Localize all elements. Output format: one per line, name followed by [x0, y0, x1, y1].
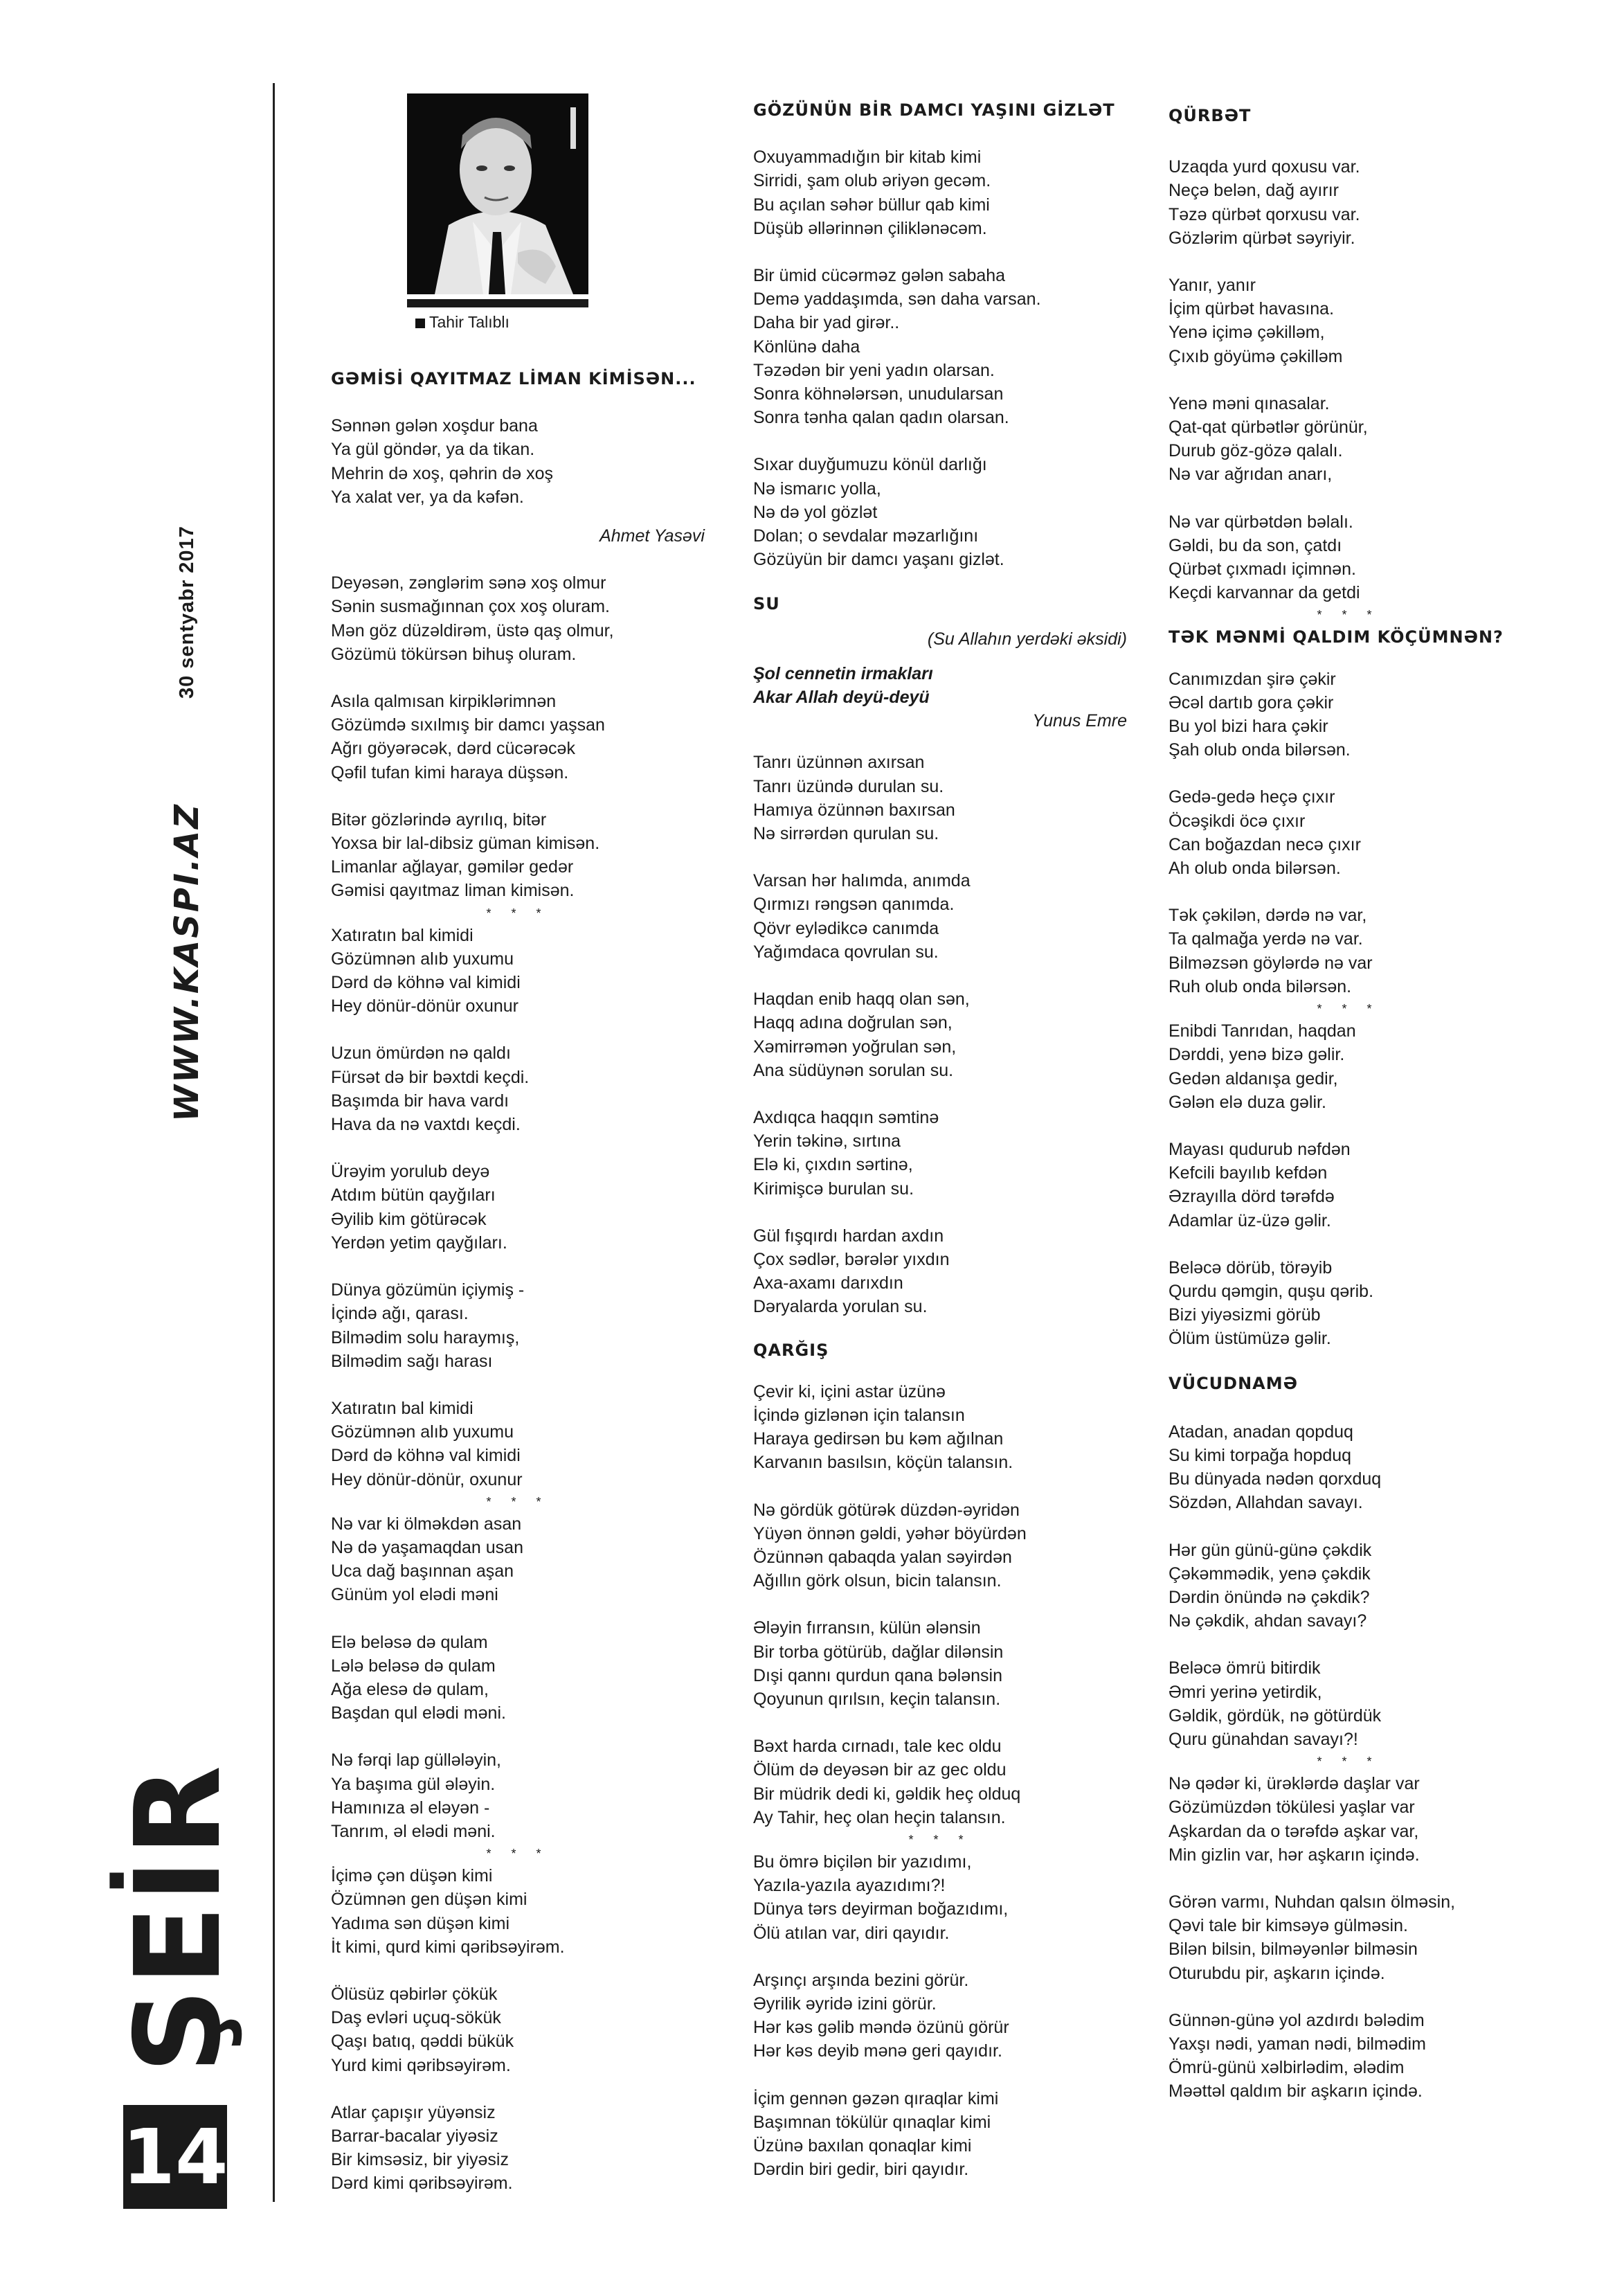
poem-line: Axa-axamı darıxdın	[753, 1273, 903, 1293]
poem-line: Bu açılan səhər büllur qab kimi	[753, 195, 990, 215]
poem-line: Deyəsən, zənglərim sənə xoş olmur	[331, 573, 606, 593]
poem-line: Atadan, anadan qopduq	[1169, 1422, 1353, 1442]
issue-date: 30 sentyabr 2017	[175, 526, 198, 699]
caption-text: Tahir Talıblı	[429, 313, 509, 331]
stanza	[753, 1735, 1127, 1829]
poem-line: Düşüb əllərinnən çiliklənəcəm.	[753, 218, 987, 238]
stanza	[753, 145, 1127, 240]
poem-line: Yenə məni qınasalar.	[1169, 393, 1330, 413]
masthead-vertical	[159, 526, 215, 1122]
poem-line: Sıxar duyğumuzu könül darlığı	[753, 455, 987, 475]
poem-line: Qat-qat qürbətlər görünür,	[1169, 418, 1368, 438]
poem-line: Başımda bir hava vardı	[331, 1091, 509, 1111]
stanza-separator	[1169, 604, 1528, 625]
poem-line: Gəldik, gördük, nə götürdük	[1169, 1705, 1382, 1726]
page-number-box	[123, 2105, 227, 2209]
poem-line: Bir torba götürüb, dağlar dilənsin	[753, 1642, 1004, 1662]
poem-line: Qaşı batıq, qəddi bükük	[331, 2032, 514, 2052]
poem-line: Ömrü-günü xəlbirlədim, ələdim	[1169, 2058, 1405, 2078]
poem-line: Gözümdə sıxılmış bir damcı yaşsan	[331, 715, 605, 735]
poem-line: Sənin susmağınnan çox xoş oluram.	[331, 597, 610, 617]
stanza-separator	[1169, 1751, 1528, 1772]
poem-line: Elə beləsə də qulam	[331, 1632, 488, 1652]
stanza	[753, 1224, 1127, 1319]
stanza	[753, 2087, 1127, 2182]
stanza	[1169, 1138, 1528, 1233]
poem-line: Nə qədər ki, ürəklərdə daşlar var	[1169, 1774, 1420, 1794]
poem-line: Qırmızı rəngsən qanımda.	[753, 895, 955, 915]
poem-body-vucudname	[1169, 1420, 1528, 2104]
poem-line: Lələ beləsə də qulam	[331, 1656, 496, 1676]
stanza	[1169, 785, 1528, 880]
poem-line: Sonra köhnələrsən, unudularsan	[753, 384, 1004, 404]
poem-line: Atlar çapışır yüyənsiz	[331, 2102, 496, 2122]
poem-line: Bu dünyada nədən qorxduq	[1169, 1469, 1382, 1489]
poem-line: Dərd kimi qəribsəyirəm.	[331, 2174, 513, 2194]
poem-line: Arşınçı arşında bezini görür.	[753, 1970, 969, 1990]
poem-line: Bilməzsən göylərdə nə var	[1169, 953, 1373, 973]
poem-title-qurbet: QÜRBƏT	[1169, 106, 1252, 125]
poem-line: Canımızdan şirə çəkir	[1169, 669, 1336, 689]
poem-line: Hamınıza əl eləyən -	[331, 1798, 490, 1818]
poem-line: Bizi yiyəsizmi görüb	[1169, 1305, 1321, 1325]
poem-line: Başımnan tökülür qınaqlar kimi	[753, 2112, 991, 2132]
poem-line: Gəldi, bu da son, çatdı	[1169, 535, 1342, 555]
poem-line: Görən varmı, Nuhdan qalsın ölməsin,	[1169, 1892, 1456, 1912]
poem-line: Sözdən, Allahdan savayı.	[1169, 1493, 1363, 1513]
stanza	[753, 1380, 1127, 1475]
poem-line: Neçə belən, dağ ayırır	[1169, 181, 1339, 201]
poem-line: Təzədən bir yeni yadın olarsan.	[753, 360, 995, 380]
poem-line: Nə gördük götürək düzdən-əyridən	[753, 1500, 1020, 1520]
separator-stars: * * *	[486, 1847, 550, 1861]
poem-line: Ələyin fırransın, külün ələnsin	[753, 1618, 981, 1638]
poem-line: Nə də yol gözlət	[753, 502, 878, 522]
poem-line: Könlünə daha	[753, 337, 860, 357]
poem-line: Gəmisi qayıtmaz liman kimisən.	[331, 881, 575, 901]
poem-line: Ölü atılan var, diri qayıdır.	[753, 1923, 950, 1943]
stanza	[1169, 1539, 1528, 1633]
poem-line: Dolan; o sevdalar məzarlığını	[753, 526, 979, 546]
poem-line: Üzünə baxılan qonaqlar kimi	[753, 2136, 972, 2156]
poem-line: Çıxıb göyümə çəkilləm	[1169, 346, 1343, 366]
poem-line: Ağıllın görk olsun, bicin talansın.	[753, 1571, 1002, 1591]
poem-line: Varsan hər halımda, anımda	[753, 871, 971, 891]
stanza	[331, 571, 705, 666]
poem-line: Oturubdu pir, aşkarın içində.	[1169, 1963, 1385, 1983]
epigraph	[753, 662, 1127, 709]
poem-line: Əyrilik əyridə izini görür.	[753, 1994, 937, 2014]
separator-stars: * * *	[486, 906, 550, 920]
stanza	[753, 1106, 1127, 1201]
poem-line: Bəxt harda cırnadı, tale kec oldu	[753, 1737, 1002, 1757]
poem-line: Fürsət də bir bəxtdi keçdi.	[331, 1067, 530, 1087]
poem-line: Yağımdaca qovrulan su.	[753, 942, 939, 962]
photo-caption	[415, 313, 509, 332]
poem-line: Yadıma sən düşən kimi	[331, 1913, 509, 1933]
poem-line: Ana südüynən sorulan su.	[753, 1060, 954, 1080]
poem-line: Əyilib kim götürəcək	[331, 1209, 487, 1229]
poem-line: Gözlərim qürbət səyriyir.	[1169, 228, 1355, 248]
poem-line: Dərdin önündə nə çəkdik?	[1169, 1587, 1370, 1607]
poem-line: Hər kəs deyib mənə geri qayıdır.	[753, 2041, 1002, 2061]
stanza	[331, 2101, 705, 2196]
stanza	[331, 1748, 705, 1843]
poem-line: Qəfil tufan kimi haraya düşsən.	[331, 762, 569, 782]
poem-line: Kirimişcə burulan su.	[753, 1179, 914, 1199]
poem-line: Mən göz düzəldirəm, üstə qaş olmur,	[331, 620, 614, 640]
poem-line: Hər gün günü-günə çəkdik	[1169, 1540, 1372, 1560]
poem-line: Axdıqca haqqın səmtinə	[753, 1107, 939, 1127]
poem-body	[331, 571, 705, 2195]
poem-line: Gələn elə duza gəlir.	[1169, 1092, 1326, 1112]
poem-line: Dərd də köhnə val kimidi	[331, 973, 521, 993]
poem-body	[753, 145, 1127, 571]
poem-line: Nə də yaşamaqdan usan	[331, 1537, 523, 1557]
poem-line: Ruh olub onda bilərsən.	[1169, 976, 1352, 996]
stanza	[753, 1969, 1127, 2063]
poem-line: Hamıya özünnən baxırsan	[753, 800, 955, 820]
poem-line: Ya başıma gül ələyin.	[331, 1774, 496, 1794]
separator-stars: * * *	[908, 1832, 972, 1847]
poem-body-su	[753, 751, 1127, 1318]
poem-line: Əcəl dartıb gora çəkir	[1169, 692, 1334, 713]
poem-line: Demə yaddaşımda, sən daha varsan.	[753, 289, 1041, 310]
poem-line: Keçdi karvannar da getdi	[1169, 583, 1360, 603]
poem-title-qargis: QARĞIŞ	[753, 1340, 829, 1360]
poem-line: Bir müdrik dedi ki, gəldik heç olduq	[753, 1784, 1021, 1804]
poem-line: Dərddi, yenə bizə gəlir.	[1169, 1045, 1345, 1065]
author-photo	[407, 93, 588, 294]
poem-title-tek: TƏK MƏNMİ QALDIM KÖÇÜMNƏN?	[1169, 627, 1504, 647]
poem-line: Adamlar üz-üzə gəlir.	[1169, 1210, 1331, 1230]
poem-title: GÖZÜNÜN BİR DAMCI YAŞINI GİZLƏT	[753, 100, 1115, 120]
poem-line: Gedən aldanışa gedir,	[1169, 1068, 1338, 1088]
stanza	[331, 1864, 705, 1959]
poem-line: Ah olub onda bilərsən.	[1169, 859, 1341, 879]
poem-line: Haraya gedirsən bu kəm ağılnan	[753, 1429, 1004, 1449]
poem-line: Əmri yerinə yetirdik,	[1169, 1682, 1322, 1702]
poem-line: Nə var ağrıdan anarı,	[1169, 465, 1333, 485]
poem-line: Yaxşı nədi, yaman nədi, bilmədim	[1169, 2034, 1426, 2054]
stanza	[753, 1850, 1127, 1945]
poem-line: Dərdin biri gedir, biri qayıdır.	[753, 2160, 969, 2180]
epigraph-line: Ya gül göndər, ya da tikan.	[331, 440, 535, 460]
stanza	[753, 264, 1127, 429]
section-title: ŞEİR	[110, 1762, 247, 2074]
poem-line: Ağa elesə də qulam,	[331, 1679, 489, 1699]
poem-line: Uzun ömürdən nə qaldı	[331, 1043, 511, 1064]
poem-line: Gözümnən alıb yuxumu	[331, 949, 514, 969]
poem-line: Bu yol bizi hara çəkir	[1169, 717, 1328, 737]
poem-line: İçində gizlənən için talansın	[753, 1405, 965, 1425]
poem-line: Başdan qul elədi məni.	[331, 1703, 506, 1723]
poem-line: Gözüyün bir damcı yaşanı gizlət.	[753, 550, 1004, 570]
poem-line: Yenə içimə çəkilləm,	[1169, 323, 1325, 343]
poem-line: Ölüm də deyəsən bir az gec oldu	[753, 1760, 1007, 1780]
stanza-separator	[331, 1843, 705, 1864]
photo-underline-bar	[407, 299, 588, 307]
poem-line: Özümnən gen düşən kimi	[331, 1890, 527, 1910]
poem-line: Qəvi tale bir kimsəyə gülməsin.	[1169, 1916, 1408, 1936]
poem-line: Ağrı göyərəcək, dərd cücərəcək	[331, 739, 575, 759]
poem-line: Xəmirrəmən yoğrulan sən,	[753, 1037, 957, 1057]
column-divider-rule	[273, 83, 275, 2202]
epigraph-line: Akar Allah deyü-deyü	[753, 688, 930, 708]
poem-line: Mayası qudurub nəfdən	[1169, 1139, 1351, 1159]
separator-stars: * * *	[1317, 1755, 1380, 1769]
separator-stars: * * *	[486, 1494, 550, 1509]
stanza	[331, 1041, 705, 1136]
stanza	[753, 1498, 1127, 1593]
stanza	[1169, 1019, 1528, 1114]
stanza	[753, 869, 1127, 964]
poem-line: Hey dönür-dönür, oxunur	[331, 1469, 523, 1489]
poem-title-su: SU	[753, 594, 780, 614]
poem-line: Su kimi torpağa hopduq	[1169, 1445, 1352, 1465]
poem-line: Bu ömrə biçilən bir yazıdımı,	[753, 1852, 972, 1872]
poem-line: Yazıla-yazıla ayazıdımı?!	[753, 1876, 946, 1896]
epigraph-line: Sənnən gələn xoşdur bana	[331, 416, 538, 436]
stanza	[1169, 510, 1528, 605]
stanza	[1169, 2009, 1528, 2104]
poem-line: İçim qürbət havasına.	[1169, 299, 1335, 319]
poem-line: Dərd də köhnə val kimidi	[331, 1446, 521, 1466]
stanza	[753, 751, 1127, 845]
poem-line: Atdım bütün qayğıları	[331, 1185, 496, 1206]
poem-line: Yüyən önnən gəldi, yəhər böyürdən	[753, 1523, 1027, 1543]
poem-line: Bir ümid cücərməz gələn sabaha	[753, 266, 1006, 286]
stanza	[1169, 1890, 1528, 1985]
poem-line: Çevir ki, içini astar üzünə	[753, 1381, 946, 1401]
stanza	[1169, 1420, 1528, 1515]
poem-line: Bitər gözlərində ayrılıq, bitər	[331, 809, 547, 830]
stanza	[331, 1982, 705, 2077]
stanza	[753, 453, 1127, 571]
poem-line: Xatıratın bal kimidi	[331, 925, 473, 945]
poem-line: Gül fışqırdı hardan axdın	[753, 1226, 944, 1246]
poem-line: Günnən-günə yol azdırdı bələdim	[1169, 2010, 1425, 2030]
stanza	[331, 1397, 705, 1491]
stanza	[1169, 392, 1528, 487]
page-number: 14	[122, 2113, 228, 2201]
poem-line: Bilmədim solu haraymış,	[331, 1327, 520, 1347]
poem-line: Ay Tahir, heç olan heçin talansın.	[753, 1807, 1006, 1827]
poem-line: Nə var ki ölməkdən asan	[331, 1514, 522, 1534]
poem-line: Gözümüzdən tökülesi yaşlar var	[1169, 1798, 1415, 1818]
stanza	[753, 1616, 1127, 1711]
stanza	[331, 1160, 705, 1255]
poem-line: Nə çəkdik, ahdan savayı?	[1169, 1611, 1367, 1631]
poem-line: Xatıratın bal kimidi	[331, 1398, 473, 1418]
poem-line: Sirridi, şam olub əriyən gecəm.	[753, 171, 991, 191]
poem-line: Daha bir yad girər..	[753, 313, 900, 333]
poem-line: Ta qalmağa yerdə nə var.	[1169, 929, 1363, 949]
poem-line: Min gizlin var, hər aşkarın içində.	[1169, 1845, 1420, 1865]
poem-line: Uca dağ başınnan aşan	[331, 1561, 514, 1581]
separator-stars: * * *	[1317, 608, 1380, 622]
poem-line: Barrar-bacalar yiyəsiz	[331, 2126, 498, 2146]
stanza	[1169, 1772, 1528, 1867]
poem-line: Yanır, yanır	[1169, 276, 1256, 296]
poem-line: Dünya tərs deyirman boğazıdımı,	[753, 1899, 1009, 1919]
poem-title: GƏMİSİ QAYITMAZ LİMAN KİMİSƏN...	[331, 369, 696, 388]
poem-line: Elə ki, çıxdın sərtinə,	[753, 1155, 913, 1175]
poem-line: Nə var qürbətdən bəlalı.	[1169, 512, 1353, 532]
poem-body-qurbet	[1169, 155, 1528, 604]
poem-line: Sonra tənha qalan qadın olarsan.	[753, 408, 1009, 428]
epigraph-author: Ahmet Yasəvi	[599, 526, 705, 546]
poem-line: Hava da nə vaxtdı keçdi.	[331, 1115, 521, 1135]
poem-line: Təzə qürbət qorxusu var.	[1169, 204, 1360, 224]
poem-line: Limanlar ağlayar, gəmilər gedər	[331, 857, 574, 877]
poem-line: Nə fərqi lap güllələyin,	[331, 1750, 501, 1771]
poem-line: Bilmədim sağı harası	[331, 1351, 493, 1371]
poem-line: Öcəşikdi öcə çıxır	[1169, 811, 1306, 831]
stanza	[1169, 904, 1528, 998]
poem-line: Bilən bilsin, bilməyənlər bilməsin	[1169, 1939, 1418, 1960]
poem-line: İçində ağı, qarası.	[331, 1304, 469, 1324]
epigraph-line: Şol cennetin irmakları	[753, 663, 933, 683]
poem-line: Yerdən yetim qayğıları.	[331, 1233, 507, 1253]
poem-title-vucudname: VÜCUDNAMƏ	[1169, 1373, 1299, 1393]
stanza	[753, 987, 1127, 1082]
poem-body-tek	[1169, 667, 1528, 1351]
poem-body-qargis	[753, 1380, 1127, 2182]
poem-line: Haqq adına doğrulan sən,	[753, 1013, 953, 1033]
poem-line: Tanrı üzündə durulan su.	[753, 776, 944, 796]
poem-line: Gözümü tökürsən bihuş oluram.	[331, 644, 577, 664]
poem-line: Oxuyammadığın bir kitab kimi	[753, 147, 982, 168]
section-label	[110, 1762, 247, 2074]
poem-line: Bir kimsəsiz, bir yiyəsiz	[331, 2150, 509, 2170]
site-url[interactable]: WWW.KASPI.AZ	[168, 802, 206, 1122]
stanza	[331, 808, 705, 903]
stanza	[1169, 274, 1528, 368]
author-portrait-image	[407, 93, 588, 294]
poem-line: Tanrı üzünnən axırsan	[753, 753, 925, 773]
poem-line: Ölüsüz qəbirlər çökük	[331, 1984, 498, 2004]
stanza	[1169, 155, 1528, 250]
poem-line: Özünnən qabaqda yalan səyirdən	[753, 1547, 1012, 1567]
stanza	[331, 1631, 705, 1726]
column-3	[1169, 104, 1528, 2104]
poem-line: Dəryalarda yorulan su.	[753, 1297, 928, 1317]
poem-line: Qövr eylədikcə canımda	[753, 918, 939, 938]
poem-line: Çox sədlər, bərələr yıxdın	[753, 1249, 950, 1269]
poem-subtitle: (Su Allahın yerdəki əksidi)	[927, 629, 1127, 649]
poem-line: Karvanın basılsın, köçün talansın.	[753, 1453, 1013, 1473]
epigraph-author: Yunus Emre	[1032, 711, 1127, 731]
poem-line: Günüm yol elədi məni	[331, 1585, 498, 1605]
epigraph-line: Mehrin də xoş, qəhrin də xoş	[331, 463, 554, 483]
poem-line: Ürəyim yorulub deyə	[331, 1162, 490, 1182]
poem-line: İt kimi, qurd kimi qəribsəyirəm.	[331, 1937, 565, 1957]
stanza	[331, 1278, 705, 1373]
poem-line: Yerin təkinə, sırtına	[753, 1131, 901, 1152]
poem-line: Nə sirrərdən qurulan su.	[753, 824, 939, 844]
poem-line: Tək çəkilən, dərdə nə var,	[1169, 906, 1367, 926]
poem-line: Tanrım, əl elədi məni.	[331, 1821, 496, 1841]
poem-line: Hey dönür-dönür oxunur	[331, 996, 518, 1016]
poem-line: Dışi qannı qurdun qana bələnsin	[753, 1665, 1002, 1685]
poem-line: Hər kəs gəlib məndə özünü görür	[753, 2018, 1009, 2038]
poem-line: Nə ismarıc yolla,	[753, 478, 881, 499]
poem-line: Əzrayıllа dörd tərəfdə	[1169, 1187, 1335, 1207]
poem-line: İçimə çən düşən kimi	[331, 1866, 493, 1886]
poem-line: Asıla qalmısan kirpiklərimnən	[331, 692, 557, 712]
poem-line: Durub göz-gözə qalalı.	[1169, 441, 1343, 461]
stanza	[1169, 1256, 1528, 1351]
column-2	[753, 98, 1127, 2181]
poem-line: Ölüm üstümüzə gəlir.	[1169, 1329, 1331, 1349]
poem-line: Yurd kimi qəribsəyirəm.	[331, 2055, 511, 2075]
stanza	[1169, 1656, 1528, 1751]
poem-line: Can boğazdan necə çıxır	[1169, 834, 1361, 854]
poem-line: Qurdu qəmgin, quşu qərib.	[1169, 1281, 1374, 1301]
poem-line: Beləcə ömrü bitirdik	[1169, 1658, 1321, 1678]
poem-line: Uzaqda yurd qoxusu var.	[1169, 157, 1360, 177]
poem-line: Çəkəmmədik, yenə çəkdik	[1169, 1563, 1371, 1584]
stanza-separator	[331, 1491, 705, 1512]
stanza	[331, 1512, 705, 1607]
poem-line: Şah olub onda bilərsən.	[1169, 740, 1351, 760]
stanza-separator	[331, 903, 705, 924]
poem-line: Beləcə dörüb, törəyib	[1169, 1257, 1333, 1278]
poem-line: Haqdan enib haqq olan sən,	[753, 989, 970, 1010]
poem-line: Yoxsa bir lal-dibsiz güman kimisən.	[331, 834, 600, 854]
stanza	[331, 690, 705, 785]
poem-line: Kefcili bayılıb kefdən	[1169, 1163, 1328, 1183]
stanza-separator	[753, 1829, 1127, 1850]
column-1	[331, 367, 705, 2196]
poem-line: Enibdi Tanrıdan, haqdan	[1169, 1021, 1356, 1041]
poem-line: Məəttəl qaldım bir aşkarın içində.	[1169, 2081, 1423, 2102]
poem-line: Aşkardan da o tərəfdə aşkar var,	[1169, 1821, 1419, 1841]
stanza	[1169, 667, 1528, 762]
poem-line: Qoyunun qırılsın, keçin talansın.	[753, 1689, 1001, 1709]
poem-line: Quru günahdan savayı?!	[1169, 1729, 1358, 1749]
stanza-separator	[1169, 998, 1528, 1019]
poem-line: Gözümnən alıb yuxumu	[331, 1422, 514, 1442]
epigraph	[331, 414, 705, 509]
poem-line: Dünya gözümün içiymiş -	[331, 1280, 525, 1300]
poem-line: Daş evləri uçuq-sökük	[331, 2008, 501, 2028]
epigraph-line: Ya xalat ver, ya da kəfən.	[331, 487, 524, 507]
stanza	[331, 924, 705, 1019]
poem-line: Qürbət çıxmadı içimnən.	[1169, 559, 1356, 580]
poem-line: Gedə-gedə heçə çıxır	[1169, 787, 1335, 807]
caption-square-icon	[415, 319, 425, 328]
separator-stars: * * *	[1317, 1002, 1380, 1016]
poem-line: İçim gennən gəzən qıraqlar kimi	[753, 2088, 999, 2108]
